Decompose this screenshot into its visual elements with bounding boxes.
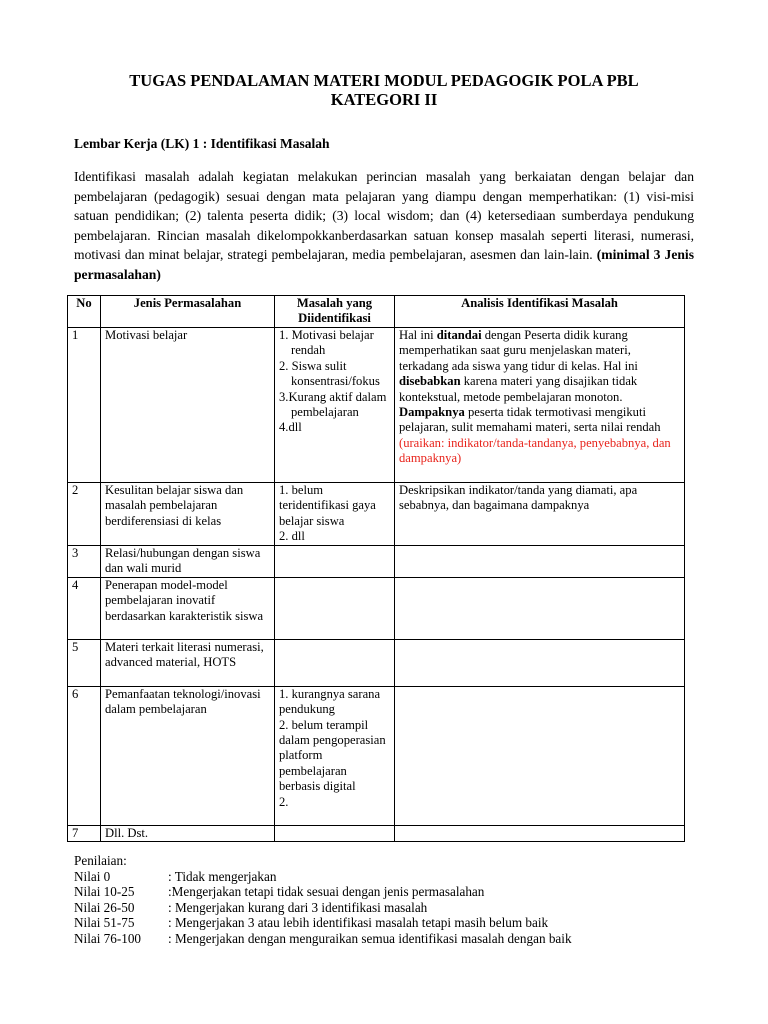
- cell-masalah: [275, 483, 395, 546]
- scoring-desc: : Mengerjakan kurang dari 3 identifikasi masalah: [168, 899, 428, 915]
- cell-jenis: Penerapan model-model pembelajaran inovatif berdasarkan karakteristik siswa: [101, 577, 275, 639]
- scoring-row: [74, 884, 572, 900]
- masalah-item: 2. belum terampil dalam pengoperasian platform pembelajaran berbasis digital: [279, 717, 386, 794]
- document-title: [60, 71, 708, 109]
- analisis-text: peserta tidak termotivasi mengikuti pelajaran, sulit memahami materi, serta nilai rendah: [399, 405, 661, 435]
- analisis-instruction-red: (uraikan: indikator/tanda-tandanya, penyebabnya, dan dampaknya): [399, 435, 671, 466]
- cell-analisis: [395, 825, 685, 841]
- scoring-desc: : Mengerjakan dengan menguraikan semua identifikasi masalah dengan baik: [168, 930, 572, 946]
- cell-no: 2: [68, 483, 101, 546]
- scoring-desc: :Mengerjakan tetapi tidak sesuai dengan jenis permasalahan: [168, 884, 485, 900]
- scoring-label: Nilai 10-25: [74, 884, 135, 900]
- table-row: [68, 546, 685, 578]
- cell-jenis: Pemanfaatan teknologi/inovasi dalam pembelajaran: [101, 686, 275, 825]
- identification-table: [67, 295, 685, 842]
- cell-no: 1: [68, 328, 101, 483]
- scoring-label: Nilai 26-50: [74, 899, 135, 915]
- scoring-section: [74, 853, 572, 947]
- header-no: No: [68, 296, 101, 328]
- analisis-text: dengan Peserta didik kurang memperhatikan saat guru menjelaskan materi, terkadang ada siswa yang tidur di kelas. Hal ini: [399, 328, 638, 373]
- table-row: [68, 686, 685, 825]
- header-jenis: Jenis Permasalahan: [101, 296, 275, 328]
- cell-masalah: [275, 686, 395, 825]
- scoring-desc: : Tidak mengerjakan: [168, 868, 277, 884]
- masalah-item: 1. kurangnya sarana pendukung: [279, 686, 381, 717]
- table-header-row: [68, 296, 685, 328]
- title-line-2: KATEGORI II: [330, 90, 438, 109]
- cell-jenis: Dll. Dst.: [101, 825, 275, 841]
- masalah-item: 4.dll: [279, 420, 302, 435]
- table-row: [68, 825, 685, 841]
- cell-jenis: Motivasi belajar: [101, 328, 275, 483]
- cell-analisis: [395, 328, 685, 483]
- cell-no: 5: [68, 639, 101, 686]
- analisis-text: karena materi yang disajikan tidak kontekstual, metode pembelajaran monoton.: [399, 374, 638, 404]
- cell-analisis: [395, 577, 685, 639]
- cell-analisis: [395, 686, 685, 825]
- masalah-item: 1. Motivasi belajar rendah: [279, 328, 374, 358]
- table-row: [68, 483, 685, 546]
- analisis-bold: disebabkan: [399, 374, 461, 389]
- cell-no: 4: [68, 577, 101, 639]
- analisis-bold: Dampaknya: [399, 405, 465, 420]
- cell-jenis: Kesulitan belajar siswa dan masalah pembelajaran berdiferensiasi di kelas: [101, 483, 275, 546]
- masalah-item: 2. dll: [279, 529, 305, 544]
- intro-text: Identifikasi masalah adalah kegiatan melakukan perincian masalah yang berkaiatan dengan belajar dan pembelajaran (pedagogik) sesuai dengan mata pelajaran yang diampu dengan memperhatikan: (1) visi-misi satuan pendidikan; (2) talenta peserta didik; (3) local wisdom; dan (4) ketersediaan sumberdaya pendukung pembelajaran. Rincian masalah dikelompokkanberdasarkan satuan konsep masalah seperti literasi, numerasi, motivasi dan minat belajar, strategi pembelajaran, media pembelajaran, asesmen dan lain-lain.: [74, 169, 694, 263]
- header-analisis: Analisis Identifikasi Masalah: [395, 296, 685, 328]
- worksheet-title: Lembar Kerja (LK) 1 : Identifikasi Masalah: [74, 136, 330, 151]
- scoring-label: Nilai 0: [74, 868, 111, 884]
- table-row: [68, 577, 685, 639]
- analisis-text: Hal ini: [399, 328, 437, 342]
- cell-masalah: [275, 577, 395, 639]
- cell-analisis: [395, 639, 685, 686]
- masalah-item: 3.Kurang aktif dalam pembelajaran: [279, 389, 387, 420]
- cell-no: 3: [68, 546, 101, 578]
- table-row: [68, 639, 685, 686]
- cell-masalah: [275, 546, 395, 578]
- intro-bold-note: (minimal 3 Jenis permasalahan): [74, 247, 694, 282]
- masalah-item: 2. Siswa sulit konsentrasi/fokus: [279, 358, 380, 389]
- header-masalah: Masalah yang Diidentifikasi: [275, 296, 395, 328]
- cell-analisis: [395, 546, 685, 578]
- title-line-1: TUGAS PENDALAMAN MATERI MODUL PEDAGOGIK POLA PBL: [129, 71, 639, 90]
- analisis-bold: ditandai: [436, 328, 482, 342]
- cell-jenis: Relasi/hubungan dengan siswa dan wali murid: [101, 546, 275, 578]
- cell-masalah: [275, 328, 395, 483]
- scoring-label: Nilai 76-100: [74, 930, 142, 946]
- scoring-row: [74, 869, 572, 885]
- masalah-item: 2.: [279, 794, 289, 809]
- masalah-item: 1. belum teridentifikasi gaya belajar siswa: [279, 483, 376, 528]
- cell-analisis: Deskripsikan indikator/tanda yang diamati, apa sebabnya, dan bagaimana dampaknya: [395, 483, 685, 546]
- cell-no: 7: [68, 825, 101, 841]
- cell-masalah: [275, 639, 395, 686]
- scoring-heading: Penilaian:: [74, 853, 127, 868]
- scoring-row: [74, 931, 572, 947]
- intro-paragraph: [74, 167, 694, 285]
- scoring-row: [74, 915, 572, 931]
- table-row: [68, 328, 685, 483]
- scoring-row: [74, 900, 572, 916]
- cell-masalah: [275, 825, 395, 841]
- cell-no: 6: [68, 686, 101, 825]
- cell-jenis: Materi terkait literasi numerasi, advanced material, HOTS: [101, 639, 275, 686]
- scoring-desc: : Mengerjakan 3 atau lebih identifikasi masalah tetapi masih belum baik: [168, 915, 549, 931]
- scoring-label: Nilai 51-75: [74, 915, 135, 931]
